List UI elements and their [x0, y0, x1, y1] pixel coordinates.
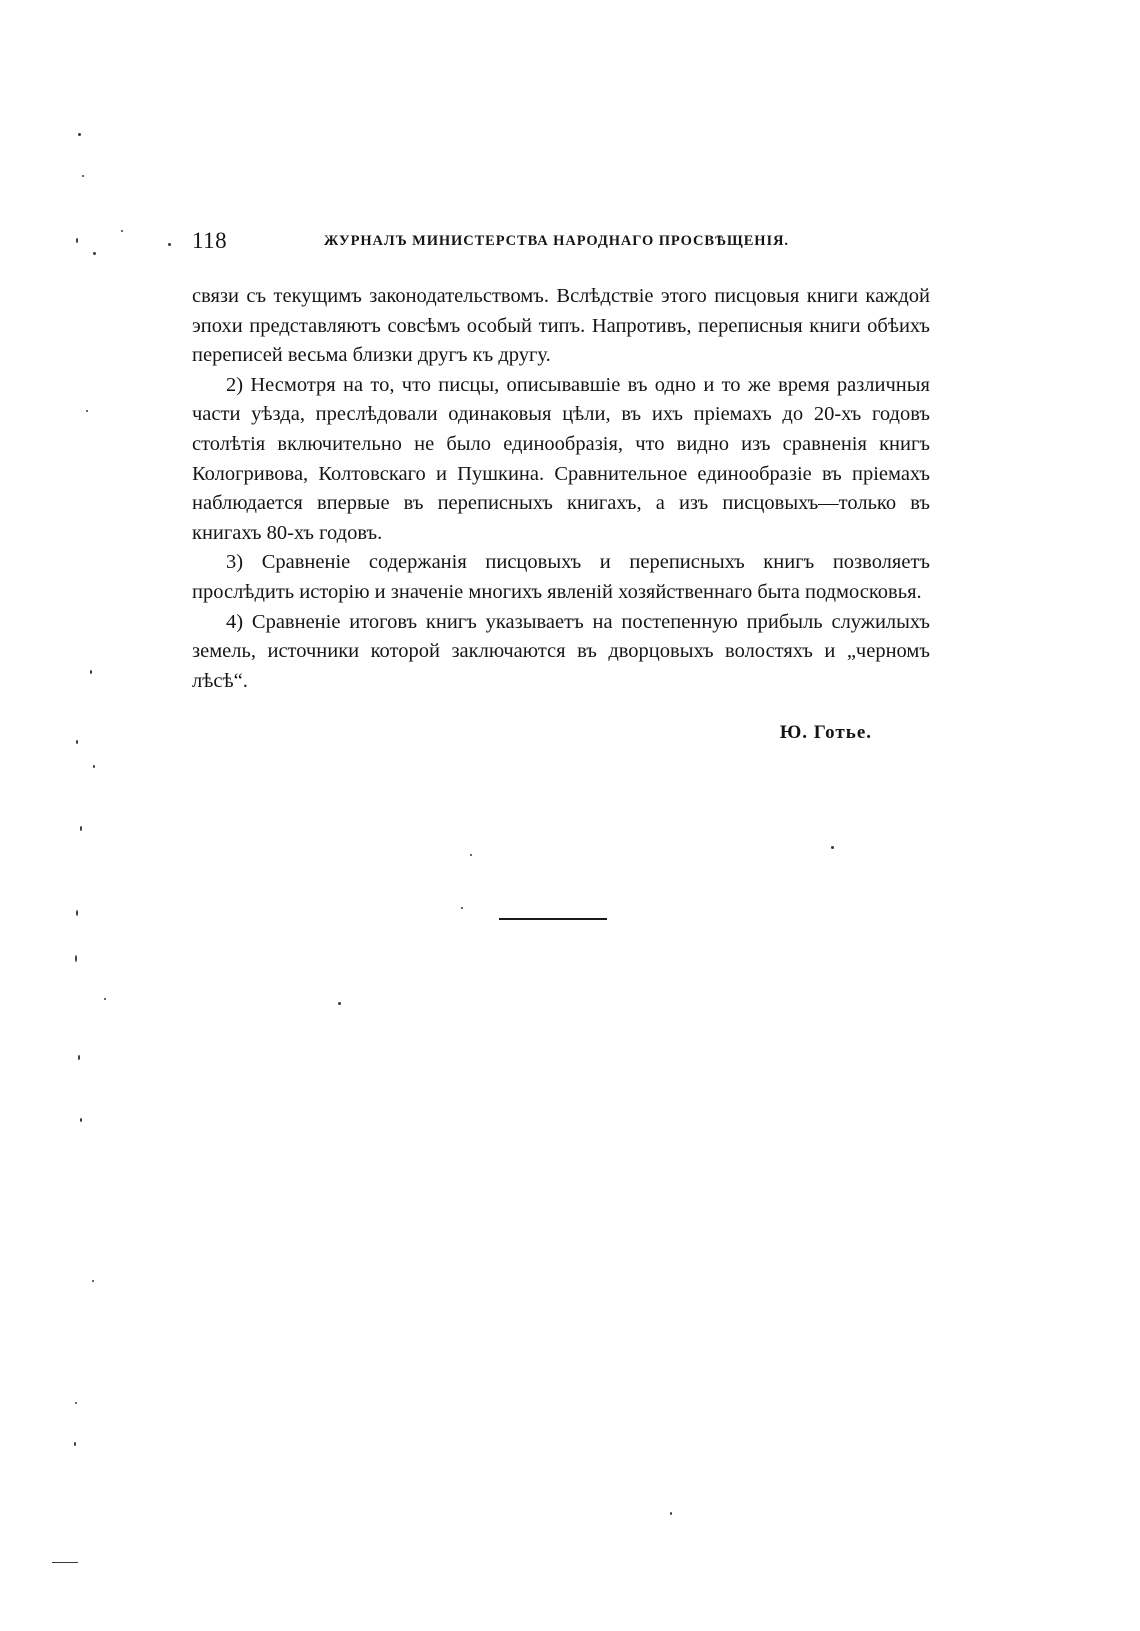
scan-speck — [75, 955, 77, 962]
scan-speck — [82, 175, 84, 177]
scan-speck — [75, 1402, 77, 1404]
paragraph-1: связи съ текущимъ законодательствомъ. Вслѣдствіе этого писцовыя книги каждой эпохи представляютъ совсѣмъ особый типъ. Напротивъ, переписныя книги обѣихъ переписей весьма близки другъ къ другу. — [192, 285, 930, 367]
scan-speck — [92, 1280, 94, 1282]
scan-speck — [86, 410, 88, 412]
page-number: 118 — [192, 228, 228, 253]
body-text — [192, 282, 930, 696]
running-title: ЖУРНАЛЪ МИНИСТЕРСТВА НАРОДНАГО ПРОСВѢЩЕНІЯ. — [324, 233, 789, 249]
scan-speck — [80, 1118, 82, 1122]
paragraph-4: 4) Сравненіе итоговъ книгъ указываетъ на постепенную прибыль служилыхъ земель, источники которой заключаются въ дворцовыхъ волостяхъ и „черномъ лѣсѣ“. — [192, 610, 930, 692]
scan-speck — [78, 133, 81, 136]
scan-speck — [338, 1002, 341, 1005]
scan-speck — [670, 1512, 672, 1515]
scan-speck — [74, 1442, 76, 1446]
page-header — [192, 228, 932, 258]
scan-speck — [76, 238, 78, 243]
paragraph-2: 2) Несмотря на то, что писцы, описывавшіе въ одно и то же время различныя части уѣзда, преслѣдовали одинаковыя цѣли, въ ихъ пріемахъ до 20-хъ годовъ столѣтія включительно не было единообразія, что видно изъ сравненія книгъ Кологривова, Колтовскаго и Пушкина. Сравнительное единообразіе въ пріемахъ наблюдается впервые въ переписныхъ книгахъ, а изъ писцовыхъ—только въ книгахъ 80-хъ годовъ. — [192, 373, 930, 544]
scan-speck — [93, 252, 96, 255]
scan-speck — [76, 740, 78, 744]
scan-speck — [104, 998, 106, 1000]
scan-speck — [461, 907, 463, 909]
scan-speck — [90, 670, 92, 674]
scan-speck — [76, 910, 78, 916]
scan-speck — [52, 1562, 78, 1563]
author-signature: Ю. Готье. — [779, 722, 872, 743]
end-rule — [499, 918, 607, 920]
paragraph-3: 3) Сравненіе содержанія писцовыхъ и переписныхъ книгъ позволяетъ прослѣдить исторію и значеніе многихъ явленій хозяйственнаго быта подмосковья. — [192, 551, 930, 603]
scan-speck — [168, 243, 171, 246]
scan-speck — [470, 854, 472, 856]
scan-speck — [121, 230, 123, 232]
scan-speck — [93, 765, 95, 768]
scan-speck — [80, 826, 82, 831]
scan-speck — [78, 1055, 80, 1060]
scan-speck — [831, 846, 834, 849]
